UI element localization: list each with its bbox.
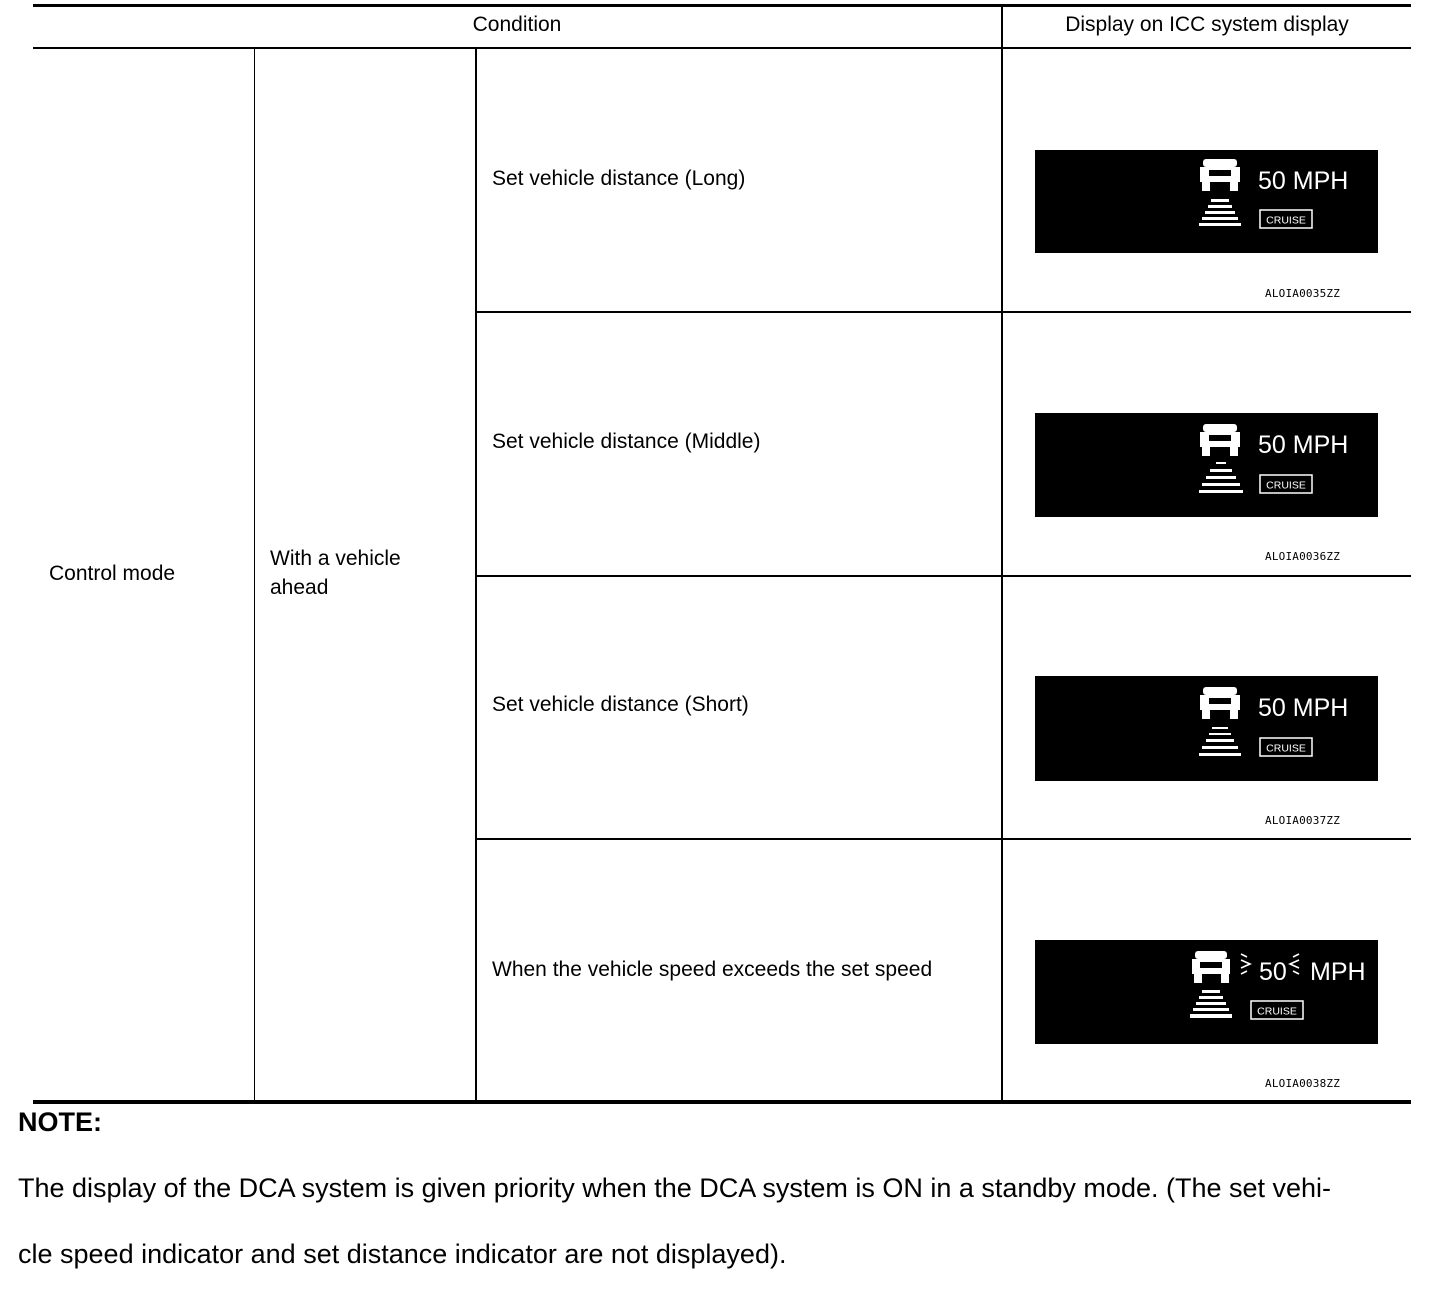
image-code: ALOIA0038ZZ bbox=[1265, 1077, 1341, 1090]
icc-display-middle bbox=[1035, 413, 1378, 517]
row-divider bbox=[476, 311, 1411, 313]
set-speed-text: 50 MPH bbox=[1258, 167, 1349, 195]
note-line-2: cle speed indicator and set distance indicator are not displayed). bbox=[18, 1239, 787, 1269]
cruise-badge-text: CRUISE bbox=[1266, 742, 1306, 755]
vehicle-ahead-icon bbox=[1200, 159, 1240, 191]
header-condition: Condition bbox=[472, 13, 562, 36]
vehicle-ahead-label bbox=[270, 544, 401, 602]
vehicle-ahead-icon bbox=[1200, 687, 1240, 719]
set-speed-text: 50 MPH bbox=[1258, 694, 1349, 722]
distance-bars-icon bbox=[1199, 462, 1243, 493]
distance-bars-icon bbox=[1199, 199, 1241, 226]
control-mode-label: Control mode bbox=[49, 562, 176, 585]
distance-bars-icon bbox=[1199, 727, 1241, 756]
header-display: Display on ICC system display bbox=[1065, 13, 1349, 36]
set-speed-value: 50 bbox=[1259, 958, 1287, 986]
vehicle-ahead-line-2: ahead bbox=[270, 576, 329, 599]
note-body bbox=[18, 1139, 1438, 1304]
set-speed-unit: MPH bbox=[1310, 958, 1366, 986]
condition-short: Set vehicle distance (Short) bbox=[492, 693, 749, 716]
icc-display-short bbox=[1035, 676, 1378, 781]
condition-middle: Set vehicle distance (Middle) bbox=[492, 430, 761, 453]
vehicle-ahead-line-1: With a vehicle bbox=[270, 547, 401, 570]
condition-long: Set vehicle distance (Long) bbox=[492, 167, 746, 190]
header-bottom-rule bbox=[33, 47, 1411, 49]
table-top-rule bbox=[33, 4, 1411, 7]
icc-display-over-speed bbox=[1035, 940, 1378, 1044]
distance-bars-icon bbox=[1190, 990, 1232, 1018]
vehicle-ahead-icon bbox=[1200, 424, 1240, 456]
cruise-badge-text: CRUISE bbox=[1266, 479, 1306, 492]
row-divider bbox=[476, 838, 1411, 840]
note-line-1: The display of the DCA system is given priority when the DCA system is ON in a standby mode. (The set vehi- bbox=[18, 1173, 1332, 1203]
image-code: ALOIA0035ZZ bbox=[1265, 287, 1341, 300]
vehicle-ahead-icon bbox=[1192, 951, 1230, 983]
set-speed-text: 50 MPH bbox=[1258, 431, 1349, 459]
icc-display-long bbox=[1035, 150, 1378, 253]
column-divider bbox=[254, 49, 255, 1100]
image-code: ALOIA0037ZZ bbox=[1265, 814, 1341, 827]
note-title: NOTE: bbox=[18, 1107, 102, 1137]
image-code: ALOIA0036ZZ bbox=[1265, 550, 1341, 563]
column-divider bbox=[1001, 6, 1003, 1100]
cruise-badge-text: CRUISE bbox=[1266, 214, 1306, 227]
condition-over-speed: When the vehicle speed exceeds the set speed bbox=[492, 958, 933, 981]
row-divider bbox=[476, 575, 1411, 577]
cruise-badge-text: CRUISE bbox=[1257, 1005, 1297, 1018]
column-divider bbox=[475, 49, 477, 1100]
table-bottom-rule bbox=[33, 1100, 1411, 1104]
